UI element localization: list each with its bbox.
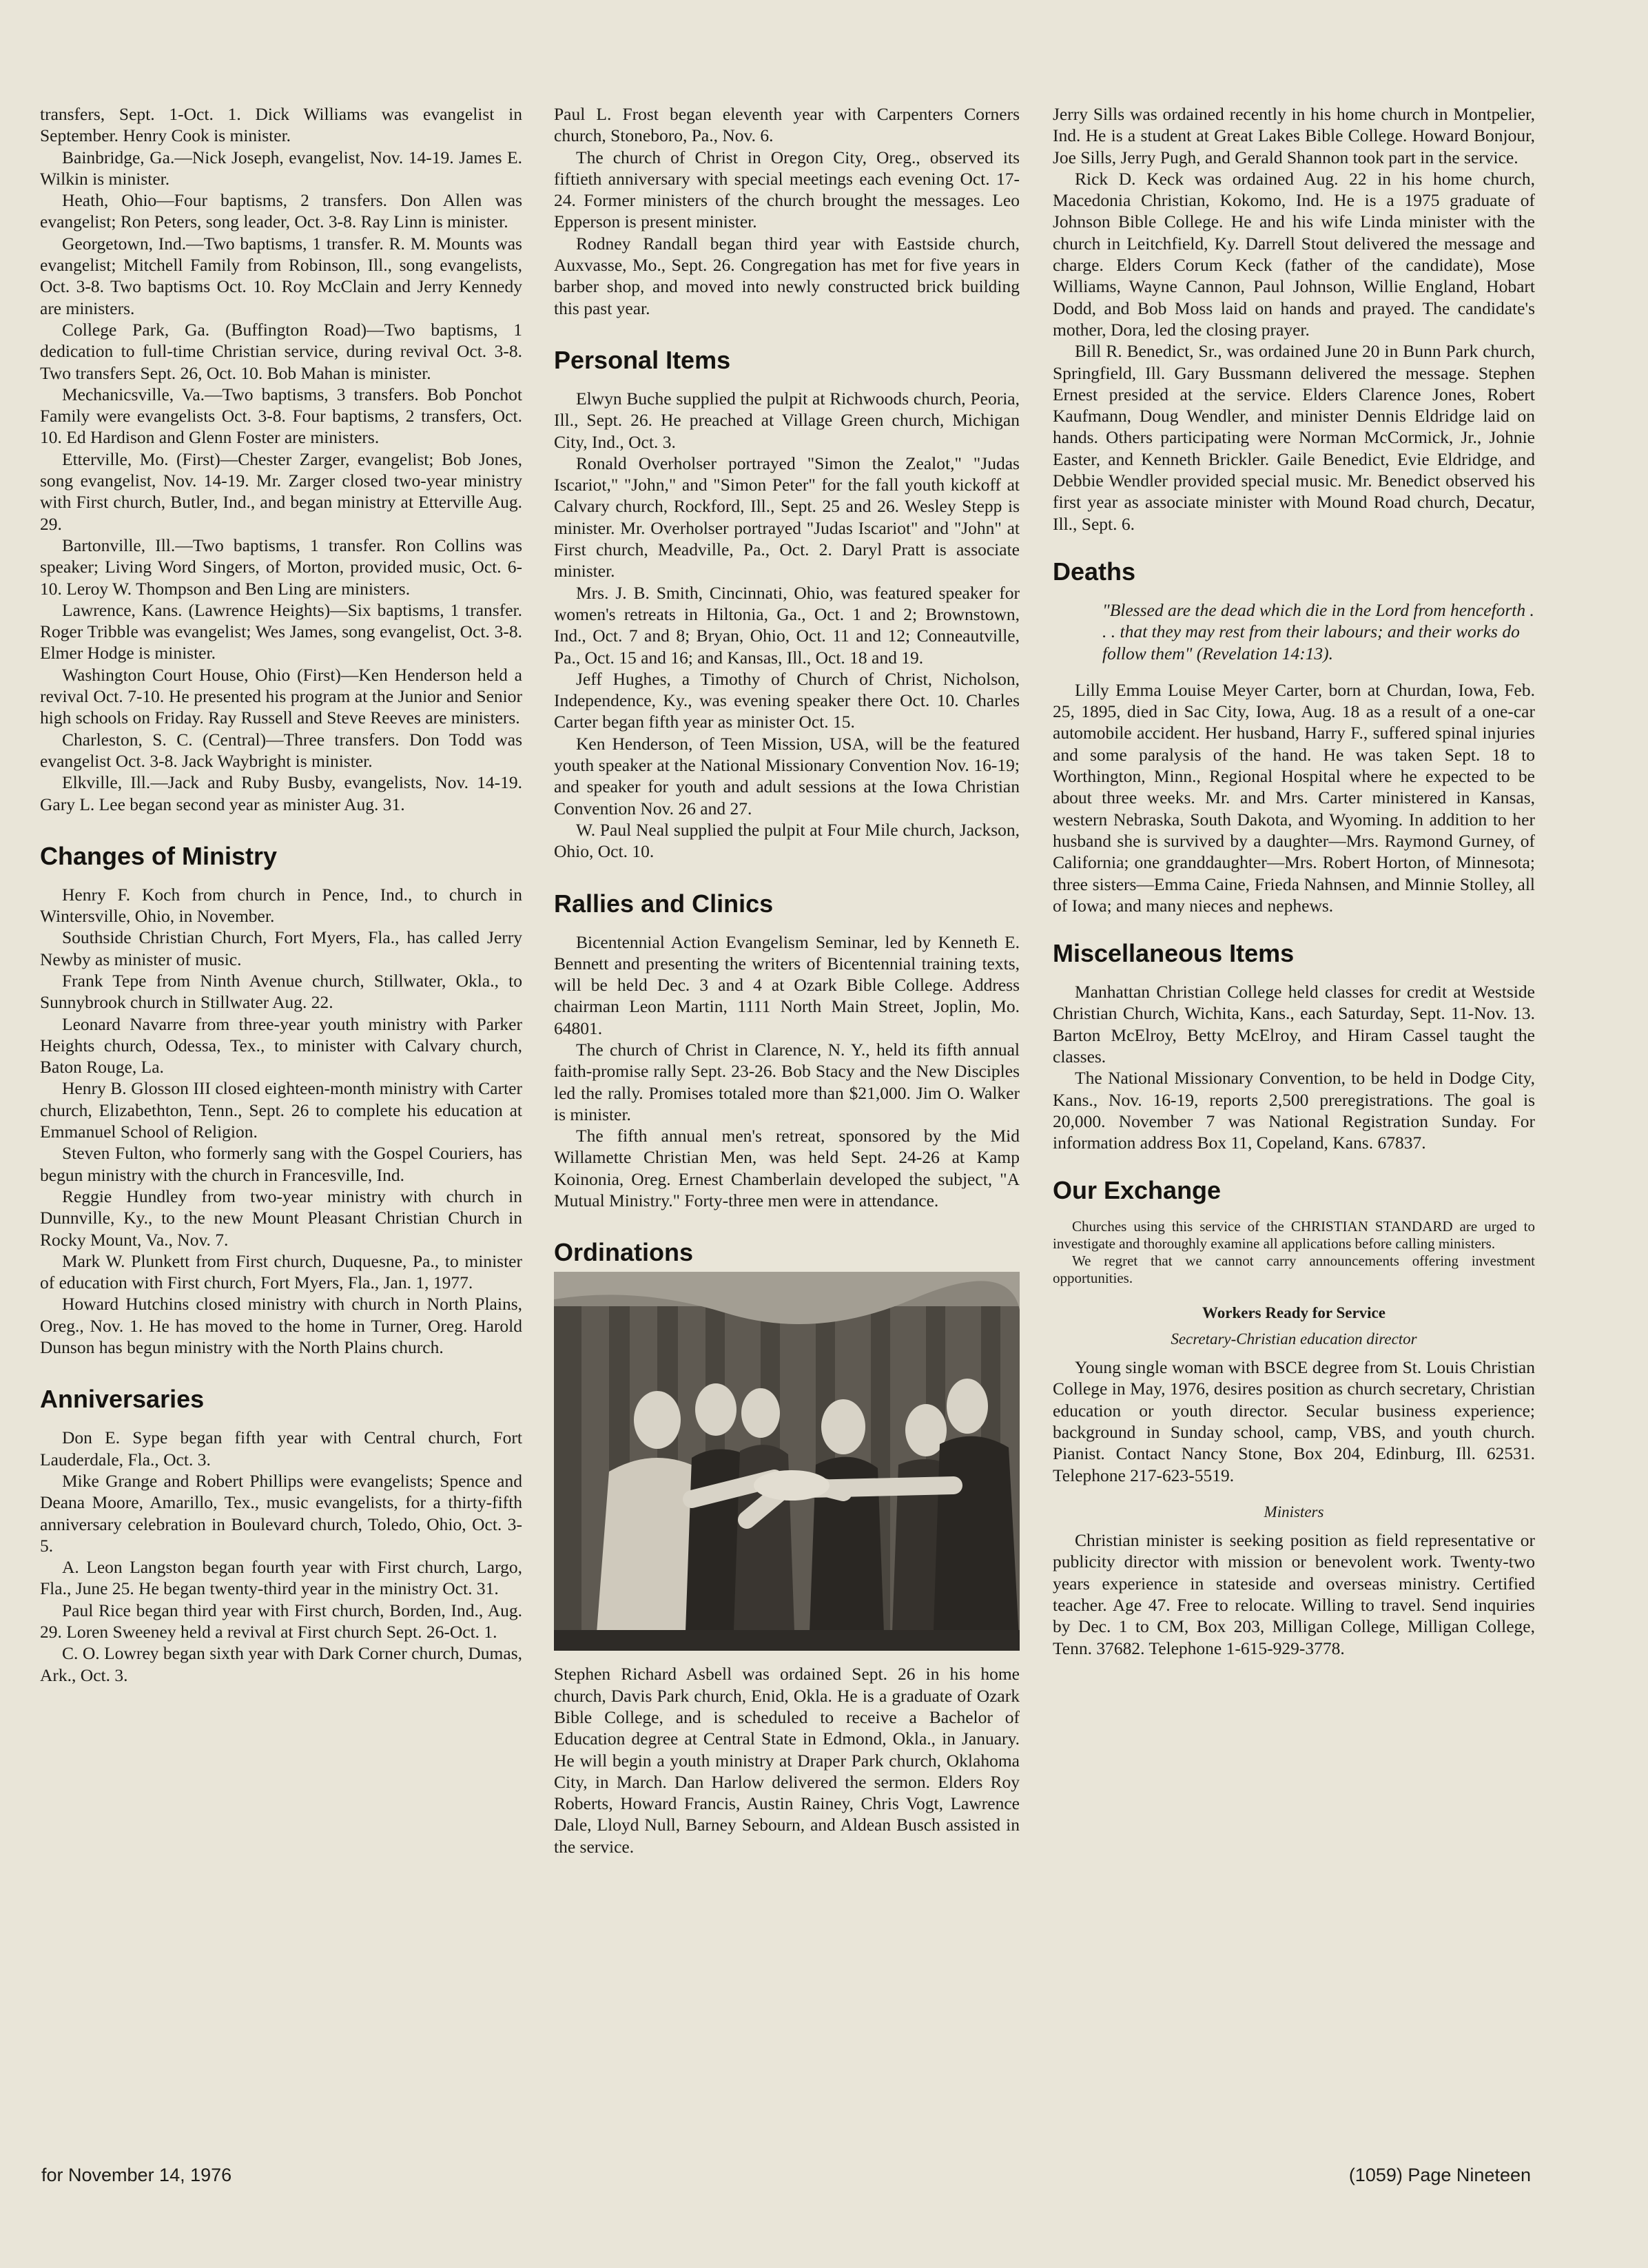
exchange-notice: We regret that we cannot carry announcements offering investment opportunities. <box>1053 1252 1535 1287</box>
section-heading-deaths: Deaths <box>1053 557 1136 586</box>
ministry-change-item: Frank Tepe from Ninth Avenue church, Stillwater, Okla., to Sunnybrook church in Stillwater Aug. 22. <box>40 970 522 1013</box>
ministry-change-item: Leonard Navarre from three-year youth ministry with Parker Heights church, Odessa, Tex., to minister with Calvary church, Baton Rouge, La. <box>40 1013 522 1078</box>
news-item: Mechanicsville, Va.—Two baptisms, 3 transfers. Bob Ponchot Family were evangelists Oct. 3-8. Four baptisms, 2 transfers, Oct. 10. Ed Hardison and Glenn Foster are ministers. <box>40 384 522 448</box>
ministry-change-item: Mark W. Plunkett from First church, Duquesne, Pa., to minister of education with First church, Fort Myers, Fla., Jan. 1, 1977. <box>40 1250 522 1293</box>
ordination-item: Bill R. Benedict, Sr., was ordained June 20 in Bunn Park church, Springfield, Ill. Gary Bussmann delivered the message. Stephen Ernest presided at the service. Elders Clarence Jones, Robert Kaufmann, Doug Wendler, and minister Dennis Eldridge laid on hands. Others participating were Norman McCormick, Jr., Johnie Easter, and Kenneth Brickler. Gaile Benedict, Evie Eldridge, and Debbie Wendler provided special music. Mr. Benedict observed his first year as associate minister with Mound Road church, Decatur, Ill., Sept. 6. <box>1053 341 1535 534</box>
ministry-change-item: Reggie Hundley from two-year ministry with church in Dunnville, Ky., to the new Mount Pleasant Christian Church in Rocky Mount, Va., Nov. 7. <box>40 1186 522 1250</box>
anniversary-item: Don E. Sype began fifth year with Central church, Fort Lauderdale, Fla., Oct. 3. <box>40 1427 522 1470</box>
news-item: Charleston, S. C. (Central)—Three transfers. Don Todd was evangelist Oct. 3-8. Jack Waybright is minister. <box>40 729 522 771</box>
news-item: The church of Christ in Oregon City, Oreg., observed its fiftieth anniversary with special meetings each evening Oct. 17-24. Former ministers of the church brought the messages. Leo Epperson is present minister. <box>554 147 1020 232</box>
footer-date: for November 14, 1976 <box>41 2165 232 2185</box>
personal-item: Mrs. J. B. Smith, Cincinnati, Ohio, was featured speaker for women's retreats in Hiltonia, Ga., Oct. 1 and 2; Brownstown, Ind., Oct. 7 and 8; Bryan, Ohio, Oct. 11 and 12; Conneautville, Pa., Oct. 15 and 16; and Kansas, Ill., Oct. 18 and 19. <box>554 582 1020 668</box>
anniversary-item: C. O. Lowrey began sixth year with Dark Corner church, Dumas, Ark., Oct. 3. <box>40 1643 522 1685</box>
section-heading-rallies-and-clinics: Rallies and Clinics <box>554 889 774 918</box>
personal-item: Ken Henderson, of Teen Mission, USA, will be the featured youth speaker at the National Missionary Convention Nov. 16-19; and speaker for youth and adult sessions at the Iowa Christian Convention Nov. 26 and 27. <box>554 733 1020 818</box>
news-item: Paul L. Frost began eleventh year with Carpenters Corners church, Stoneboro, Pa., Nov. 6. <box>554 104 1020 146</box>
misc-item: Manhattan Christian College held classes for credit at Westside Christian Church, Wichita, Kans., each Saturday, Sept. 11-Nov. 13. Barton McElroy, Betty McElroy, and Hiram Cassel taught the classes. <box>1053 982 1535 1066</box>
exchange-category: Ministers <box>1264 1503 1324 1520</box>
exchange-listing: Young single woman with BSCE degree from St. Louis Christian College in May, 1976, desires position as church secretary, Christian education or youth director. Secular business experience; background in Sunday school, camp, VBS, and youth church. Pianist. Contact Nancy Stone, Box 204, Edinburg, Ill. 62531. Telephone 217-623-5519. <box>1053 1357 1535 1485</box>
news-item: Bainbridge, Ga.—Nick Joseph, evangelist, Nov. 14-19. James E. Wilkin is minister. <box>40 147 522 189</box>
misc-item: The National Missionary Convention, to be held in Dodge City, Kans., Nov. 16-19, reports 2,500 preregistrations. The goal is 20,000. November 7 was National Registration Sunday. For information address Box 11, Copeland, Kans. 67837. <box>1053 1068 1535 1153</box>
anniversary-item: A. Leon Langston began fourth year with First church, Largo, Fla., June 25. He began twenty-third year in the ministry Oct. 31. <box>40 1557 522 1599</box>
rally-item: Bicentennial Action Evangelism Seminar, led by Kenneth E. Bennett and presenting the writers of Bicentennial training texts, will be held Dec. 3 and 4 at Ozark Bible College. Address chairman Leon Martin, 1111 North Main Street, Joplin, Mo. 64801. <box>554 931 1020 1038</box>
personal-item: Ronald Overholser portrayed "Simon the Zealot," "Judas Iscariot," "John," and "Simon Peter" for the fall youth kickoff at Calvary church, Rockford, Ill., Sept. 25 and 26. Wesley Stepp is minister. Mr. Overholser portrayed "Judas Iscariot" and "John" at First church, Meadville, Pa., Oct. 2. Daryl Pratt is associate minister. <box>554 453 1020 581</box>
ordination-photo <box>554 1272 1020 1651</box>
rally-item: The church of Christ in Clarence, N. Y., held its fifth annual faith-promise rally Sept. 23-26. Bob Stacy and the New Disciples led the rally. Promises totaled more than $21,000. Jim O. Walker is minister. <box>554 1039 1020 1124</box>
exchange-category: Secretary-Christian education director <box>1171 1330 1417 1348</box>
ordination-item: Jerry Sills was ordained recently in his home church in Montpelier, Ind. He is a student at Great Lakes Bible College. Howard Bonjour, Joe Sills, Jerry Pugh, and Gerald Shannon took part in the service. <box>1053 104 1535 167</box>
section-heading-ordinations: Ordinations <box>554 1238 694 1267</box>
ministry-change-item: Henry F. Koch from church in Pence, Ind., to church in Wintersville, Ohio, in November. <box>40 884 522 927</box>
ministry-change-item: Henry B. Glosson III closed eighteen-month ministry with Carter church, Elizabethton, Tenn., Sept. 26 to complete his education at Emmanuel School of Religion. <box>40 1078 522 1142</box>
footer-page-number: (1059) Page Nineteen <box>1348 2165 1531 2185</box>
news-item: Etterville, Mo. (First)—Chester Zarger, evangelist; Bob Jones, song evangelist, Nov. 14-19. Mr. Zarger closed two-year ministry with First church, Butler, Ind., and began ministry at Etterville Aug. 29. <box>40 449 522 534</box>
exchange-listing: Christian minister is seeking position as field representative or publicity director with mission or benevolent work. Twenty-two years experience in stateside and overseas ministry. Certified teacher. Age 47. Free to relocate. Willing to travel. Send inquiries by Dec. 1 to CM, Box 203, Milligan College, Milligan College, Tenn. 37682. Telephone 1-615-929-3778. <box>1053 1530 1535 1658</box>
ordination-item: Stephen Richard Asbell was ordained Sept. 26 in his home church, Davis Park church, Enid, Okla. He is a graduate of Ozark Bible College, and is scheduled to receive a Bachelor of Education degree at Central State in Edmond, Okla., in January. He will begin a youth ministry at Draper Park church, Oklahoma City, in March. Dan Harlow delivered the sermon. Elders Roy Roberts, Howard Francis, Austin Rainey, Chris Vogt, Lawrence Dale, Lloyd Null, Barney Sebourn, and Aldean Busch assisted in the service. <box>554 1664 1020 1857</box>
ordination-photo-image <box>554 1272 1020 1651</box>
news-item: College Park, Ga. (Buffington Road)—Two baptisms, 1 dedication to full-time Christian service, during revival Oct. 3-8. Two transfers Sept. 26, Oct. 10. Bob Mahan is minister. <box>40 319 522 383</box>
news-item: Rodney Randall began third year with Eastside church, Auxvasse, Mo., Sept. 26. Congregation has met for five years in barber shop, and moved into newly constructed brick building this past year. <box>554 233 1020 318</box>
rally-item: The fifth annual men's retreat, sponsored by the Mid Willamette Christian Men, was held Sept. 24-26 at Kamp Koinonia, Oreg. Ernest Chamberlain developed the subject, "A Mutual Ministry." Forty-three men were in attendance. <box>554 1126 1020 1211</box>
news-item: transfers, Sept. 1-Oct. 1. Dick Williams was evangelist in September. Henry Cook is minister. <box>40 104 522 146</box>
column-left <box>40 103 522 1686</box>
exchange-subheading: Workers Ready for Service <box>1202 1304 1386 1322</box>
section-heading-miscellaneous-items: Miscellaneous Items <box>1053 939 1295 968</box>
news-item: Heath, Ohio—Four baptisms, 2 transfers. Don Allen was evangelist; Ron Peters, song leader, Oct. 3-8. Ray Linn is minister. <box>40 190 522 232</box>
personal-item: Elwyn Buche supplied the pulpit at Richwoods church, Peoria, Ill., Sept. 26. He preached at Village Green church, Michigan City, Ind., Oct. 3. <box>554 388 1020 452</box>
section-heading-changes-of-ministry: Changes of Ministry <box>40 841 278 870</box>
ministry-change-item: Southside Christian Church, Fort Myers, Fla., has called Jerry Newby as minister of music. <box>40 927 522 969</box>
news-item: Bartonville, Ill.—Two baptisms, 1 transfer. Ron Collins was speaker; Living Word Singers, of Morton, provided music, Oct. 6-10. Leroy W. Thompson and Ben Ling are ministers. <box>40 535 522 599</box>
section-heading-personal-items: Personal Items <box>554 345 731 374</box>
column-middle <box>554 103 1020 1857</box>
exchange-notice: Churches using this service of the CHRISTIAN STANDARD are urged to investigate and thoroughly examine all applications before calling ministers. <box>1053 1218 1535 1252</box>
section-heading-our-exchange: Our Exchange <box>1053 1176 1222 1205</box>
ministry-change-item: Howard Hutchins closed ministry with church in North Plains, Oreg., Nov. 1. He has moved to the home in Turner, Oreg. Harold Dunson has begun ministry with the North Plains church. <box>40 1294 522 1358</box>
news-item: Washington Court House, Ohio (First)—Ken Henderson held a revival Oct. 7-10. He presented his program at the Junior and Senior high schools on Friday. Ray Russell and Steve Reeves are ministers. <box>40 664 522 728</box>
ministry-change-item: Steven Fulton, who formerly sang with the Gospel Couriers, has begun ministry with the church in Francesville, Ind. <box>40 1143 522 1185</box>
column-right <box>1053 103 1535 1659</box>
personal-item: Jeff Hughes, a Timothy of Church of Christ, Nicholson, Independence, Ky., was evening speaker there Oct. 10. Charles Carter began fifth year as minister Oct. 15. <box>554 668 1020 732</box>
ordination-item: Rick D. Keck was ordained Aug. 22 in his home church, Macedonia Christian, Kokomo, Ind. He is a 1975 graduate of Johnson Bible College. He and his wife Linda minister with the church in Leitchfield, Ky. Darrell Stout delivered the message and charge. Elders Corum Keck (father of the candidate), Mose Williams, Wayne Cannon, Paul Johnson, Willie England, Hobart Dodd, and Bob Moss laid on hands and prayed. The candidate's mother, Dora, led the closing prayer. <box>1053 168 1535 340</box>
anniversary-item: Paul Rice began third year with First church, Borden, Ind., Aug. 29. Loren Sweeney held a revival at First church Sept. 26-Oct. 1. <box>40 1600 522 1642</box>
section-heading-anniversaries: Anniversaries <box>40 1385 205 1414</box>
news-item: Georgetown, Ind.—Two baptisms, 1 transfer. R. M. Mounts was evangelist; Mitchell Family from Robinson, Ill., song evangelists, Oct. 3-8. Two baptisms Oct. 10. Roy McClain and Jerry Kennedy are ministers. <box>40 233 522 318</box>
obituary-item: Lilly Emma Louise Meyer Carter, born at Churdan, Iowa, Feb. 25, 1895, died in Sac City, Iowa, Aug. 18 as a result of a one-car automobile accident. Her husband, Harry F., suffered spinal injuries and some paralysis of the hand. He was taken Sept. 18 to Worthington, Minn., Regional Hospital where he expected to be about three weeks. Mr. and Mrs. Carter ministered in Kansas, western Nebraska, South Dakota, and Wyoming. In addition to her husband she is survived by a daughter—Mrs. Raymond Gurney, of California; one granddaughter—Mrs. Robert Horton, of Minnesota; three sisters—Emma Caine, Frieda Nahnsen, and Minnie Stolley, all of Iowa; and many nieces and nephews. <box>1053 679 1535 916</box>
anniversary-item: Mike Grange and Robert Phillips were evangelists; Spence and Deana Moore, Amarillo, Tex., music evangelists, for a thirty-fifth anniversary celebration in Boulevard church, Toledo, Ohio, Oct. 3-5. <box>40 1470 522 1556</box>
news-item: Lawrence, Kans. (Lawrence Heights)—Six baptisms, 1 transfer. Roger Tribble was evangelist; Wes James, song evangelist, Oct. 3-8. Elmer Hodge is minister. <box>40 599 522 663</box>
personal-item: W. Paul Neal supplied the pulpit at Four Mile church, Jackson, Ohio, Oct. 10. <box>554 819 1020 862</box>
scripture-quote: "Blessed are the dead which die in the Lord from henceforth . . . that they may rest from their labours; and their works do follow them" (Revelation 14:13). <box>1102 599 1534 663</box>
news-item: Elkville, Ill.—Jack and Ruby Busby, evangelists, Nov. 14-19. Gary L. Lee began second year as minister Aug. 31. <box>40 772 522 814</box>
